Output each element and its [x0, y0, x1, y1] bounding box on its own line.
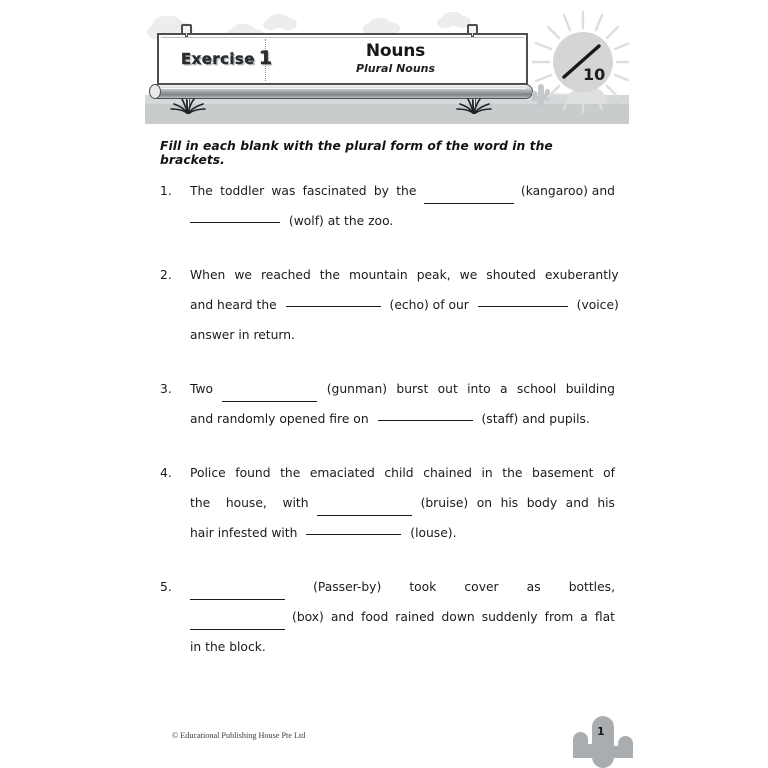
answer-blank[interactable]	[190, 600, 285, 630]
page-number: 1	[597, 725, 605, 738]
word: took	[409, 580, 437, 594]
cloud-icon	[441, 12, 465, 26]
instruction-text: Fill in each blank with the plural form of the word in the brackets.	[160, 139, 553, 167]
word: the	[502, 466, 523, 480]
question-number: 4.	[160, 466, 172, 480]
word: basement	[532, 466, 594, 480]
answer-blank[interactable]	[424, 174, 514, 204]
word: (box)	[292, 610, 324, 624]
word: we	[459, 268, 478, 282]
exercise-number: 1	[258, 47, 273, 69]
word: peak,	[416, 268, 451, 282]
word: mountain	[349, 268, 408, 282]
question-line	[190, 290, 619, 320]
word: chained	[423, 466, 472, 480]
word: cover	[464, 580, 499, 594]
word: found	[235, 466, 271, 480]
question-line	[190, 176, 615, 206]
copyright-notice: © Educational Publishing House Pte Ltd	[172, 731, 306, 740]
word: down	[441, 610, 475, 624]
question-item	[160, 176, 615, 236]
word: When	[190, 268, 226, 282]
answer-blank[interactable]	[378, 420, 473, 421]
question-number: 1.	[160, 184, 172, 198]
grass-tuft-icon	[451, 97, 497, 114]
word: a	[500, 382, 508, 396]
word: (wolf) at the zoo.	[288, 214, 394, 228]
word: as	[526, 580, 541, 594]
question-body	[190, 458, 615, 548]
word: the house, with	[190, 496, 309, 510]
word: the	[280, 466, 301, 480]
word: shouted	[486, 268, 536, 282]
word: bottles,	[568, 580, 615, 594]
word: (voice)	[576, 298, 619, 312]
question-body	[190, 374, 615, 434]
question-item	[160, 572, 615, 662]
word: (bruise)	[420, 496, 469, 510]
word: flat	[594, 610, 615, 624]
page-title: Nouns	[365, 41, 426, 61]
question-line	[190, 374, 615, 404]
answer-blank[interactable]	[306, 534, 401, 535]
question-line	[190, 404, 615, 434]
answer-blank[interactable]	[286, 306, 381, 307]
word: hair infested with	[190, 526, 298, 540]
question-body	[190, 572, 615, 662]
answer-blank[interactable]	[190, 222, 280, 223]
word: out	[437, 382, 458, 396]
word: (staff) and pupils.	[481, 412, 590, 426]
question-line	[190, 602, 615, 632]
log-cap	[149, 84, 161, 99]
exercise-word: Exercise	[181, 50, 255, 68]
word: (louse).	[410, 526, 457, 540]
grass-tuft-icon	[165, 97, 211, 114]
question-line	[190, 458, 615, 488]
word: a	[580, 610, 588, 624]
question-line	[190, 206, 615, 236]
word: Police	[190, 466, 226, 480]
worksheet-title-block	[271, 41, 520, 76]
answer-blank[interactable]	[190, 570, 285, 600]
word: was	[271, 184, 296, 198]
exercise-label	[181, 47, 271, 69]
page-subtitle: Plural Nouns	[355, 62, 436, 75]
word: and	[565, 496, 589, 510]
word: on	[476, 496, 493, 510]
question-body	[190, 260, 619, 350]
question-item	[160, 374, 615, 434]
score-total: 10	[583, 65, 606, 84]
question-body	[190, 176, 615, 236]
word: (echo) of our	[389, 298, 469, 312]
word: and heard the	[190, 298, 277, 312]
header-banner	[145, 6, 629, 124]
word: into	[467, 382, 491, 396]
word: (kangaroo) and	[520, 184, 615, 198]
word: building	[565, 382, 615, 396]
word: from	[544, 610, 574, 624]
question-number: 3.	[160, 382, 172, 396]
question-line	[190, 488, 615, 518]
word: suddenly	[481, 610, 538, 624]
word: Two	[190, 382, 214, 396]
word: The	[190, 184, 213, 198]
question-item	[160, 260, 619, 350]
cloud-icon	[367, 18, 393, 33]
word: exuberantly	[545, 268, 619, 282]
word: reached	[260, 268, 311, 282]
cactus-icon	[567, 714, 637, 768]
word: and	[330, 610, 355, 624]
answer-blank[interactable]	[222, 372, 317, 402]
bolt-right-icon	[467, 24, 478, 35]
cloud-icon	[267, 14, 291, 28]
question-line: in the block.	[190, 640, 266, 654]
bolt-left-icon	[181, 24, 192, 35]
word: emaciated	[309, 466, 375, 480]
word: his	[500, 496, 519, 510]
question-line	[190, 260, 619, 290]
word: burst	[396, 382, 429, 396]
word: the	[319, 268, 340, 282]
answer-blank[interactable]	[317, 486, 412, 516]
word: food	[361, 610, 389, 624]
questions-list	[160, 176, 619, 662]
word: (gunman)	[326, 382, 388, 396]
word: toddler	[220, 184, 265, 198]
word: the	[396, 184, 417, 198]
question-line: answer in return.	[190, 328, 295, 342]
word: school	[516, 382, 557, 396]
word: rained	[395, 610, 435, 624]
question-item	[160, 458, 615, 548]
score-sun	[531, 10, 629, 114]
word: fascinated	[302, 184, 367, 198]
word: child	[384, 466, 414, 480]
word: in	[481, 466, 493, 480]
question-number: 5.	[160, 580, 172, 594]
answer-blank[interactable]	[478, 306, 568, 307]
sky-background	[145, 6, 629, 124]
word: body	[526, 496, 558, 510]
sign-board	[157, 33, 528, 85]
word: his	[597, 496, 615, 510]
word: of	[603, 466, 615, 480]
word: and randomly opened fire on	[190, 412, 369, 426]
word: (Passer-by)	[313, 580, 382, 594]
question-line	[190, 572, 615, 602]
word: by	[373, 184, 389, 198]
question-number: 2.	[160, 268, 172, 282]
question-line	[190, 518, 615, 548]
word: we	[234, 268, 252, 282]
